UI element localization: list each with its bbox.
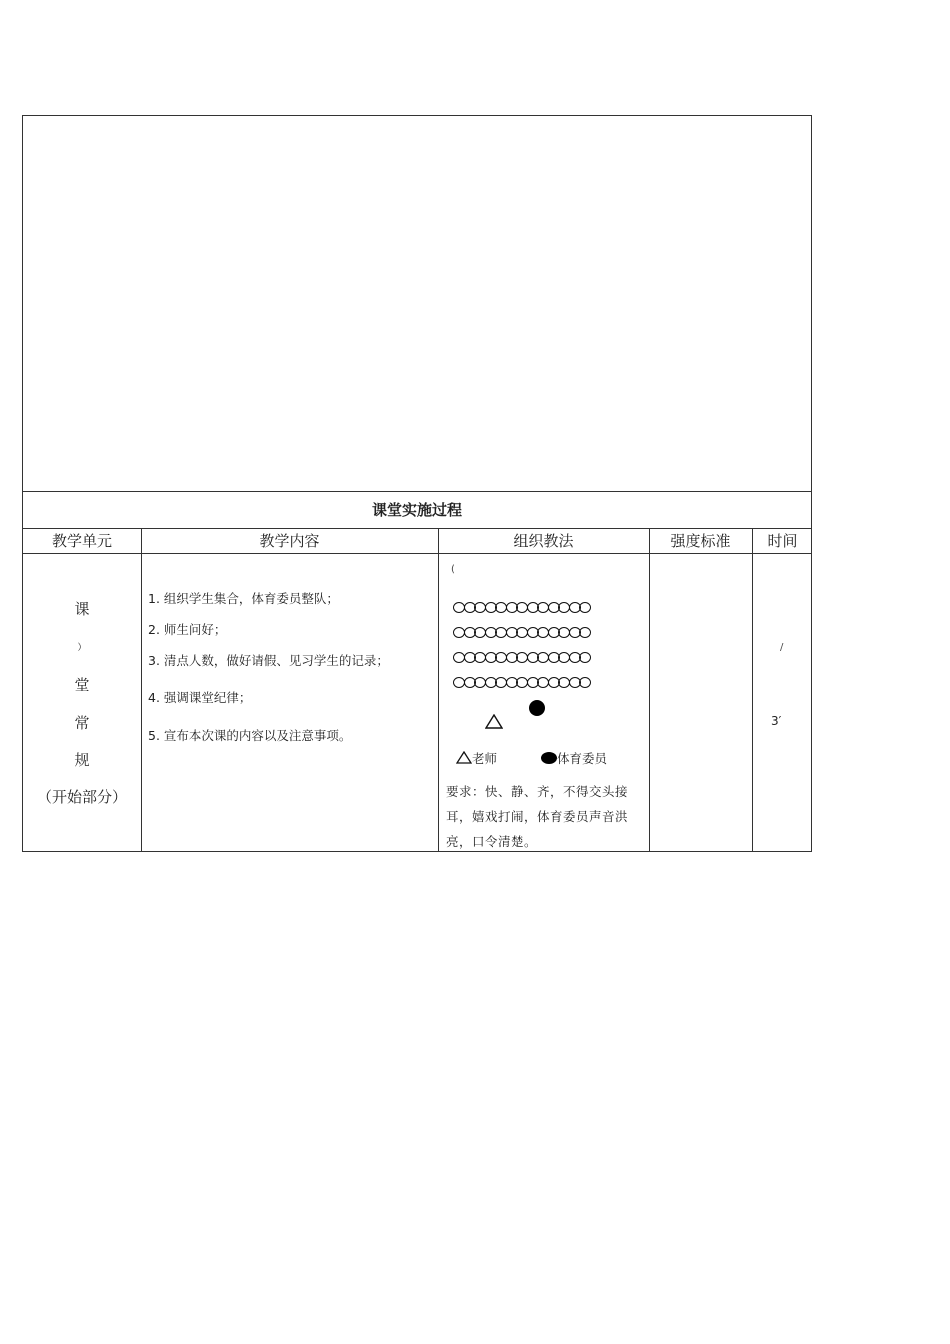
requirement-text: 要求：快、静、齐，不得交头接耳，嬉戏打闹，体育委员声音洪亮，口令清楚。 [446, 784, 629, 849]
section-title: 课堂实施过程 [371, 501, 462, 519]
unit-part-label: （开始部分） [36, 788, 127, 806]
student-circle-icon [579, 627, 591, 638]
content-item: 1. 组织学生集合，体育委员整队； [148, 591, 339, 606]
legend-monitor [541, 749, 607, 767]
header-content: 教学内容 [259, 532, 320, 550]
content-item: 2. 师生问好； [148, 622, 227, 637]
legend-teacher-label: 老师 [472, 751, 498, 766]
method-cell [439, 554, 649, 852]
unit-char: 课 [74, 600, 90, 618]
dot-icon [541, 752, 557, 764]
time-value: 3′ [771, 714, 782, 728]
unit-char: ） [77, 643, 87, 653]
header-unit: 教学单元 [51, 532, 112, 550]
lesson-table [22, 115, 812, 852]
corner-mark: ( [451, 564, 455, 575]
monitor-symbol [529, 700, 545, 716]
teacher-symbol [485, 714, 503, 733]
content-item: 4. 强调课堂纪律； [148, 690, 252, 705]
divider-col-3 [649, 528, 650, 852]
triangle-icon [456, 751, 472, 764]
legend-monitor-label: 体育委员 [557, 751, 608, 766]
formation-row [453, 652, 590, 663]
student-circle-icon [579, 602, 591, 613]
unit-char: 堂 [74, 676, 90, 694]
header-method: 组织教法 [513, 532, 574, 550]
unit-char: 常 [74, 714, 90, 732]
student-circle-icon [579, 652, 591, 663]
time-mark: / [780, 642, 784, 653]
content-item: 3. 清点人数，做好请假、见习学生的记录； [148, 653, 389, 668]
formation-row [453, 627, 590, 638]
formation-row [453, 677, 590, 688]
divider-col-4 [752, 528, 753, 852]
legend-teacher [456, 749, 497, 767]
content-item: 5. 宣布本次课的内容以及注意事项。 [148, 728, 352, 743]
header-time: 时间 [767, 532, 798, 550]
student-circle-icon [579, 677, 591, 688]
header-intensity: 强度标准 [670, 532, 731, 550]
formation-row [453, 602, 590, 613]
divider-col-1 [141, 528, 142, 852]
unit-char: 规 [74, 751, 90, 769]
